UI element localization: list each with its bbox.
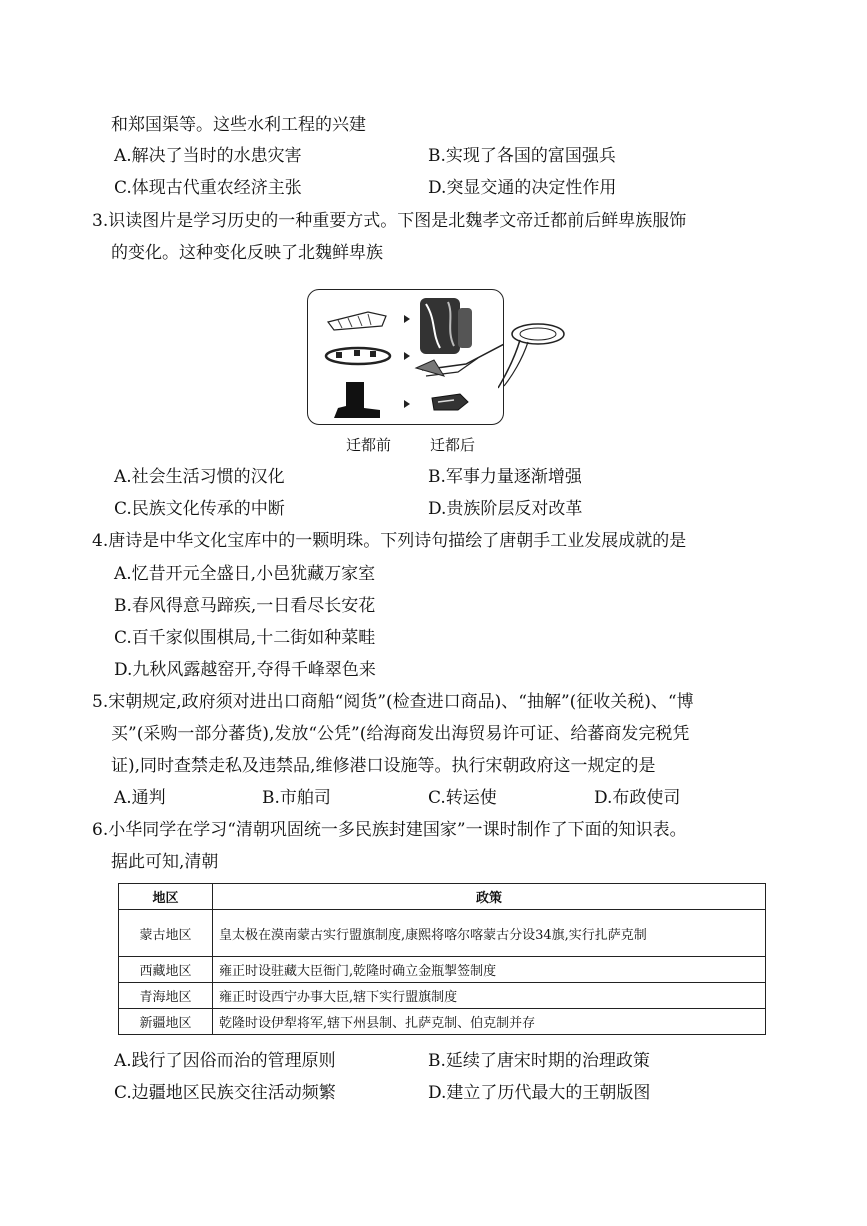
q5-stem-line2: 买”(采购一部分蕃货),发放“公凭”(给海商发出海贸易许可证、给蕃商发完税凭 [111, 724, 690, 744]
table-header-row [119, 884, 766, 910]
q5-stem-line3: 证),同时查禁走私及违禁品,维修港口设施等。执行宋朝政府这一规定的是 [111, 756, 656, 776]
table-cell-region: 新疆地区 [119, 1009, 213, 1035]
hat-ring-icon [498, 320, 568, 390]
table-cell-region: 西藏地区 [119, 957, 213, 983]
table-cell-policy: 雍正时设西宁办事大臣,辖下实行盟旗制度 [213, 983, 766, 1009]
table-header-policy: 政策 [213, 884, 766, 910]
arrow-icon-3 [404, 400, 410, 408]
q3-option-b[interactable]: B.军事力量逐渐增强 [428, 467, 582, 487]
q3-option-a[interactable]: A.社会生活习惯的汉化 [114, 467, 285, 487]
q4-option-b[interactable]: B.春风得意马蹄疾,一日看尽长安花 [114, 596, 376, 616]
knowledge-table [118, 883, 766, 1035]
q4-stem: 4.唐诗是中华文化宝库中的一颗明珠。下列诗句描绘了唐朝手工业发展成就的是 [92, 531, 687, 551]
table-row [119, 1009, 766, 1035]
q6-option-b[interactable]: B.延续了唐宋时期的治理政策 [428, 1051, 650, 1071]
table-header-region: 地区 [119, 884, 213, 910]
q6-option-a[interactable]: A.践行了因俗而治的管理原则 [114, 1051, 336, 1071]
q2-option-a[interactable]: A.解决了当时的水患灾害 [114, 146, 302, 166]
q2-option-b[interactable]: B.实现了各国的富国强兵 [428, 146, 616, 166]
table-row [119, 957, 766, 983]
q3-stem-line1: 3.识读图片是学习历史的一种重要方式。下图是北魏孝文帝迁都前后鲜卑族服饰 [92, 211, 687, 231]
shoe-icon [432, 394, 468, 410]
arrow-icon-2 [404, 352, 410, 360]
q5-option-a[interactable]: A.通判 [114, 788, 166, 808]
q4-option-a[interactable]: A.忆昔开元全盛日,小邑犹藏万家室 [114, 564, 376, 584]
table-cell-policy: 雍正时设驻藏大臣衙门,乾隆时确立金瓶掣签制度 [213, 957, 766, 983]
table-cell-policy: 乾隆时设伊犁将军,辖下州县制、扎萨克制、伯克制并存 [213, 1009, 766, 1035]
clothing-illustration [308, 290, 503, 424]
q6-option-d[interactable]: D.建立了历代最大的王朝版图 [428, 1083, 651, 1103]
table-row [119, 910, 766, 957]
caption-after: 迁都后 [430, 436, 476, 454]
q5-stem-line1: 5.宋朝规定,政府须对进出口商船“阅货”(检查进口商品)、“抽解”(征收关税)、“博 [92, 692, 694, 712]
q2-option-c[interactable]: C.体现古代重农经济主张 [114, 178, 302, 198]
table-cell-region: 青海地区 [119, 983, 213, 1009]
q5-option-b[interactable]: B.市舶司 [262, 788, 331, 808]
q6-stem-line2: 据此可知,清朝 [111, 852, 219, 872]
boot-icon [334, 382, 380, 418]
q5-option-d[interactable]: D.布政使司 [594, 788, 681, 808]
q6-option-c[interactable]: C.边疆地区民族交往活动频繁 [114, 1083, 336, 1103]
caption-before: 迁都前 [346, 436, 392, 454]
q3-option-c[interactable]: C.民族文化传承的中断 [114, 499, 285, 519]
table-cell-region: 蒙古地区 [119, 910, 213, 957]
table-row [119, 983, 766, 1009]
q4-option-d[interactable]: D.九秋风露越窑开,夺得千峰翠色来 [114, 660, 376, 680]
table-cell-policy: 皇太极在漠南蒙古实行盟旗制度,康熙将喀尔喀蒙古分设34旗,实行扎萨克制 [213, 910, 766, 957]
q6-stem-line1: 6.小华同学在学习“清朝巩固统一多民族封建国家”一课时制作了下面的知识表。 [92, 820, 687, 840]
q2-stem-continuation: 和郑国渠等。这些水利工程的兴建 [111, 115, 366, 135]
q3-stem-line2: 的变化。这种变化反映了北魏鲜卑族 [111, 243, 383, 263]
narrow-sleeve-icon [328, 312, 386, 330]
arrow-icon [404, 315, 410, 323]
clothing-change-figure [307, 289, 504, 425]
q5-option-c[interactable]: C.转运使 [428, 788, 497, 808]
q4-option-c[interactable]: C.百千家似围棋局,十二街如种菜畦 [114, 628, 376, 648]
q2-option-d[interactable]: D.突显交通的决定性作用 [428, 178, 617, 198]
q3-option-d[interactable]: D.贵族阶层反对改革 [428, 499, 583, 519]
